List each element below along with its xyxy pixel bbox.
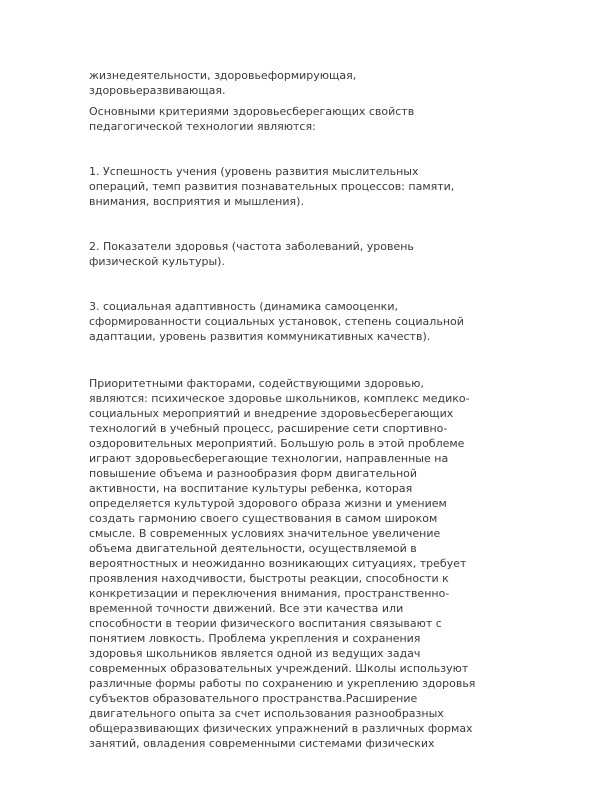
list-item: 2. Показатели здоровья (частота заболеваний, уровень физической культуры). [89,240,414,268]
list-item: 3. социальная адаптивность (динамика самооценки, сформированности социальных установок, степень социальной адаптации, уровень развития коммуникативных качеств). [89,300,464,343]
list-item: 1. Успешность учения (уровень развития мыслительных операций, темп развития познавательных процессов: памяти, внимания, восприятия и мышления). [89,165,455,208]
criteria-heading: Основными критериями здоровьесберегающих свойств педагогической технологии являются: [89,105,415,133]
main-paragraph: Приоритетными факторами, содействующими здоровью, являются: психическое здоровье школьников, комплекс медико- социальных мероприятий и внедрение здоровьесберегающих технологий в учебный процесс, расширение сети спортивно- оздоровительных мероприятий. Большую роль в этой проблеме играют здоровьесберегающие технологии, направленные на повышение объема и разнообразия форм двигательной активности, на воспитание культуры ребенка, которая определяется культурой здорового образа жизни и умением создать гармонию своего существования в самом широком смысле. В современных условиях значительное увеличение объема двигательной деятельности, осуществляемой в вероятностных и неожиданно возникающих ситуациях, требует проявления находчивости, быстроты реакции, способности к конкретизации и переключения внимания, пространственно- временной точности движений. Все эти качества или способности в теории физического воспитания связывают с понятием ловкость. Проблема укрепления и сохранения здоровья школьников является одной из ведущих задач современных образовательных учреждений. Школы используют различные формы работы по сохранению и укреплению здоровья субъектов образовательного пространства.Расширение двигательного опыта за счет использования разнообразных общеразвивающих физических упражнений в различных формах занятий, овладения современными системами физических [89,377,476,750]
document-page [89,68,529,751]
intro-text: жизнедеятельности, здоровьеформирующая, здоровьеразвивающая. [89,69,357,97]
